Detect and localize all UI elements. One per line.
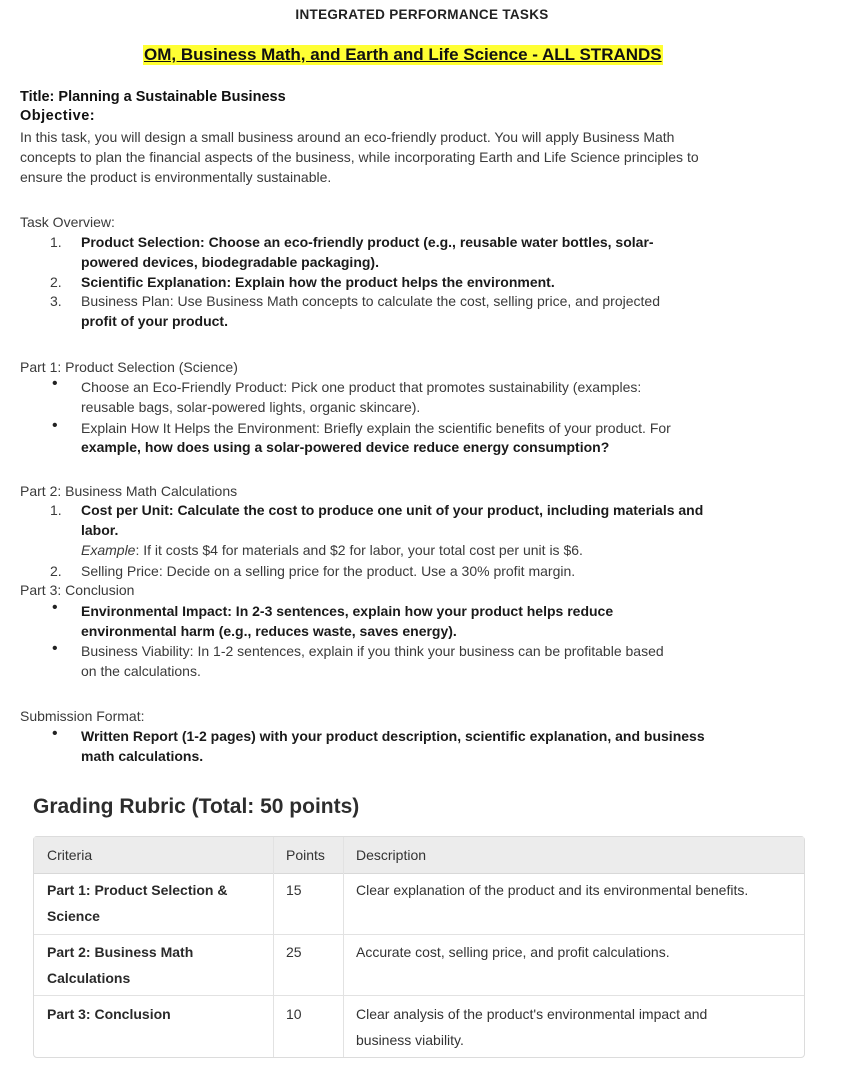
table-row-description: business viability. [356, 1032, 464, 1048]
objective-line: In this task, you will design a small business around an eco-friendly product. You will apply Business Math [20, 129, 675, 145]
table-row-criteria: Calculations [47, 970, 131, 986]
example-label: Example [81, 542, 136, 558]
part2-item-cost-per-unit: Cost per Unit: Calculate the cost to produce one unit of your product, including materials and [81, 502, 704, 518]
part2-example [81, 540, 583, 560]
strands-banner: OM, Business Math, and Earth and Life Science - ALL STRANDS [144, 45, 662, 64]
column-header-criteria: Criteria [47, 847, 93, 863]
objective-line: ensure the product is environmentally sustainable. [20, 169, 332, 185]
part1-bullet-explain: Explain How It Helps the Environment: Briefly explain the scientific benefits of your product. For [81, 420, 671, 436]
table-row-description: Clear analysis of the product's environmental impact and [356, 1006, 708, 1022]
table-row-criteria: Part 3: Conclusion [47, 1006, 171, 1022]
bullet-icon: • [52, 417, 58, 434]
bullet-icon: • [52, 375, 58, 392]
table-row-points: 15 [286, 882, 302, 898]
overview-item-product-selection-cont: powered devices, biodegradable packaging). [81, 254, 379, 270]
list-number: 2. [50, 274, 62, 290]
bullet-icon: • [52, 725, 58, 742]
list-number: 2. [50, 563, 62, 579]
list-number: 1. [50, 234, 62, 250]
part3-bullet-environmental-impact: Environmental Impact: In 2-3 sentences, explain how your product helps reduce [81, 603, 614, 619]
objective-line: concepts to plan the financial aspects of the business, while incorporating Earth and Life Science principles to [20, 149, 699, 165]
table-row-description: Clear explanation of the product and its environmental benefits. [356, 882, 749, 898]
overview-item-business-plan: Business Plan: Use Business Math concepts to calculate the cost, selling price, and projected [81, 293, 660, 309]
part3-bullet-environmental-impact-cont: environmental harm (e.g., reduces waste, saves energy). [81, 623, 457, 639]
table-row-description: Accurate cost, selling price, and profit calculations. [356, 944, 670, 960]
submission-bullet-cont: math calculations. [81, 748, 204, 764]
rubric-table [33, 836, 805, 1058]
table-row-points: 10 [286, 1006, 302, 1022]
objective-label: Objective: [20, 108, 96, 124]
task-title: Title: Planning a Sustainable Business [20, 89, 286, 105]
column-header-points: Points [286, 847, 325, 863]
list-number: 3. [50, 293, 62, 309]
column-header-description: Description [356, 847, 427, 863]
table-row-criteria: Science [47, 908, 100, 924]
overview-item-business-plan-cont: profit of your product. [81, 313, 228, 329]
part2-item-cost-per-unit-cont: labor. [81, 522, 119, 538]
bullet-icon: • [52, 640, 58, 657]
table-row-criteria: Part 1: Product Selection & [47, 882, 228, 898]
part1-bullet-choose-product-cont: reusable bags, solar-powered lights, organic skincare). [81, 399, 421, 415]
list-number: 1. [50, 502, 62, 518]
part3-heading: Part 3: Conclusion [20, 582, 135, 598]
task-overview-heading: Task Overview: [20, 214, 115, 230]
part2-heading: Part 2: Business Math Calculations [20, 483, 238, 499]
table-row-points: 25 [286, 944, 302, 960]
part1-bullet-choose-product: Choose an Eco-Friendly Product: Pick one product that promotes sustainability (examples: [81, 379, 642, 395]
submission-heading: Submission Format: [20, 708, 145, 724]
overview-item-product-selection: Product Selection: Choose an eco-friendly product (e.g., reusable water bottles, solar- [81, 234, 654, 250]
part1-bullet-explain-cont: example, how does using a solar-powered device reduce energy consumption? [81, 439, 610, 455]
rubric-heading: Grading Rubric (Total: 50 points) [33, 795, 360, 818]
table-row-criteria: Part 2: Business Math [47, 944, 194, 960]
example-text: : If it costs $4 for materials and $2 for labor, your total cost per unit is $6. [135, 542, 583, 558]
part2-item-selling-price: Selling Price: Decide on a selling price for the product. Use a 30% profit margin. [81, 563, 576, 579]
part3-bullet-business-viability-cont: on the calculations. [81, 663, 201, 679]
submission-bullet: Written Report (1-2 pages) with your product description, scientific explanation, and business [81, 728, 705, 744]
bullet-icon: • [52, 599, 58, 616]
part3-bullet-business-viability: Business Viability: In 1-2 sentences, explain if you think your business can be profitable based [81, 643, 664, 659]
part1-heading: Part 1: Product Selection (Science) [20, 359, 238, 375]
overview-item-scientific-explanation: Scientific Explanation: Explain how the product helps the environment. [81, 274, 555, 290]
document-header: INTEGRATED PERFORMANCE TASKS [295, 7, 549, 22]
